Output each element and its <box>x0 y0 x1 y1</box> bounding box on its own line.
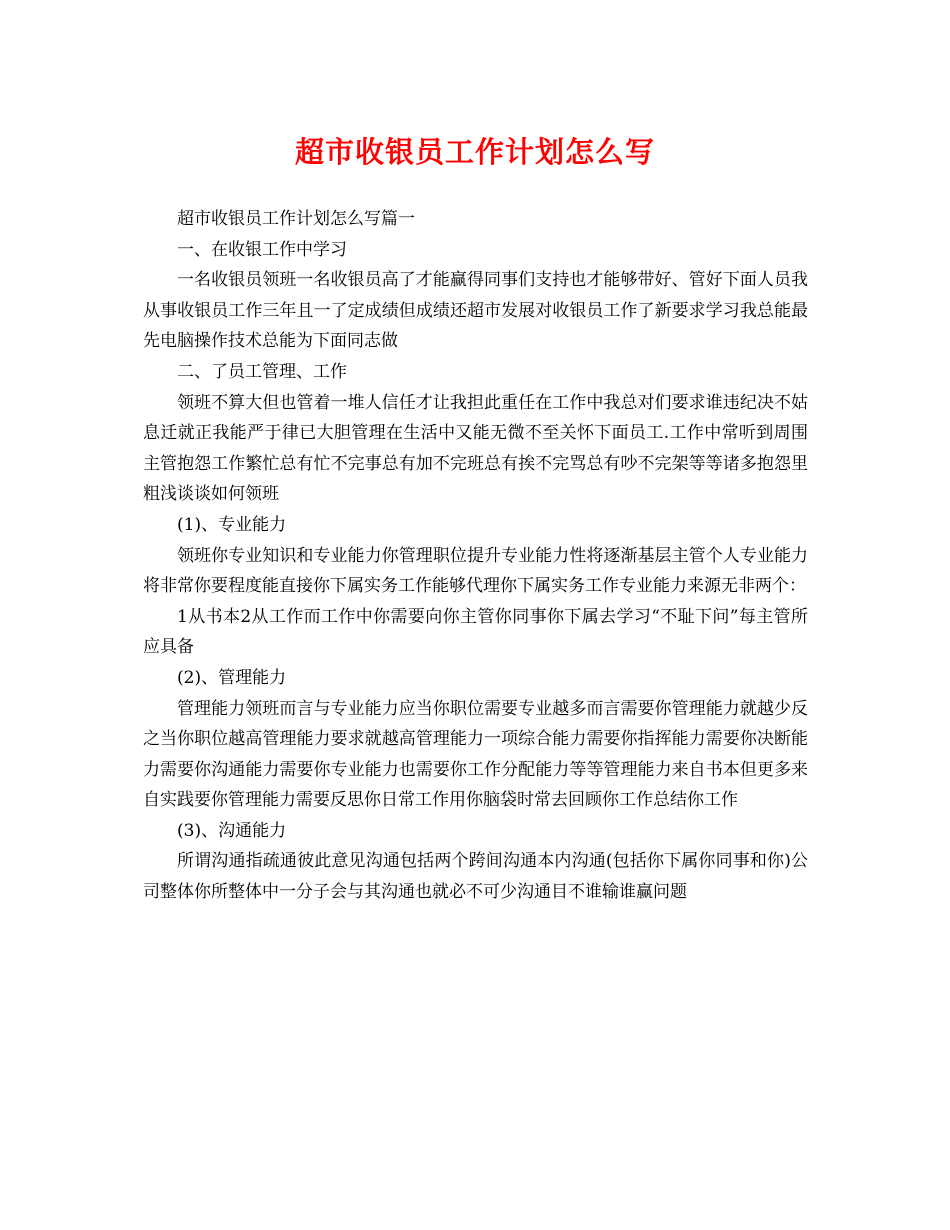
section-heading: 一、在收银工作中学习 <box>177 239 347 260</box>
paragraph: 1从书本2从工作而工作中你需要向你主管你同事你下属去学习“不耻下问”每主管所应具备 <box>143 606 808 658</box>
section-heading: 二、了员工管理、工作 <box>177 361 347 382</box>
document-body <box>143 204 808 908</box>
subsection-heading: (2)、管理能力 <box>177 667 287 688</box>
paragraph: 所谓沟通指疏通彼此意见沟通包括两个跨间沟通本内沟通(包括你下属你同事和你)公司整体你所整体中一分子会与其沟通也就必不可少沟通目不谁输谁赢问题 <box>143 851 808 903</box>
paragraph: 管理能力领班而言与专业能力应当你职位需要专业越多而言需要你管理能力就越少反之当你职位越高管理能力要求就越高管理能力一项综合能力需要你指挥能力需要你决断能力需要你沟通能力需要你专业能力也需要你工作分配能力等等管理能力来自书本但更多来自实践要你管理能力需要反思你日常工作用你脑袋时常去回顾你工作总结你工作 <box>143 698 808 811</box>
document-title: 超市收银员工作计划怎么写 <box>294 135 655 169</box>
paragraph: 一名收银员领班一名收银员高了才能赢得同事们支持也才能够带好、管好下面人员我从事收银员工作三年且一了定成绩但成绩还超市发展对收银员工作了新要求学习我总能最先电脑操作技术总能为下面同志做 <box>143 270 808 352</box>
subsection-heading: (3)、沟通能力 <box>177 820 287 841</box>
paragraph: 领班你专业知识和专业能力你管理职位提升专业能力性将逐渐基层主管个人专业能力将非常你要程度能直接你下属实务工作能够代理你下属实务工作专业能力来源无非两个： <box>143 545 808 597</box>
paragraph: 超市收银员工作计划怎么写篇一 <box>177 209 415 229</box>
subsection-heading: (1)、专业能力 <box>177 514 287 535</box>
paragraph: 领班不算大但也管着一堆人信任才让我担此重任在工作中我总对们要求谁违纪决不姑息迁就正我能严于律已大胆管理在生活中又能无微不至关怀下面员工.工作中常听到周围主管抱怨工作繁忙总有忙不完事总有加不完班总有挨不完骂总有吵不完架等等诸多抱怨里粗浅谈谈如何领班 <box>143 392 808 505</box>
